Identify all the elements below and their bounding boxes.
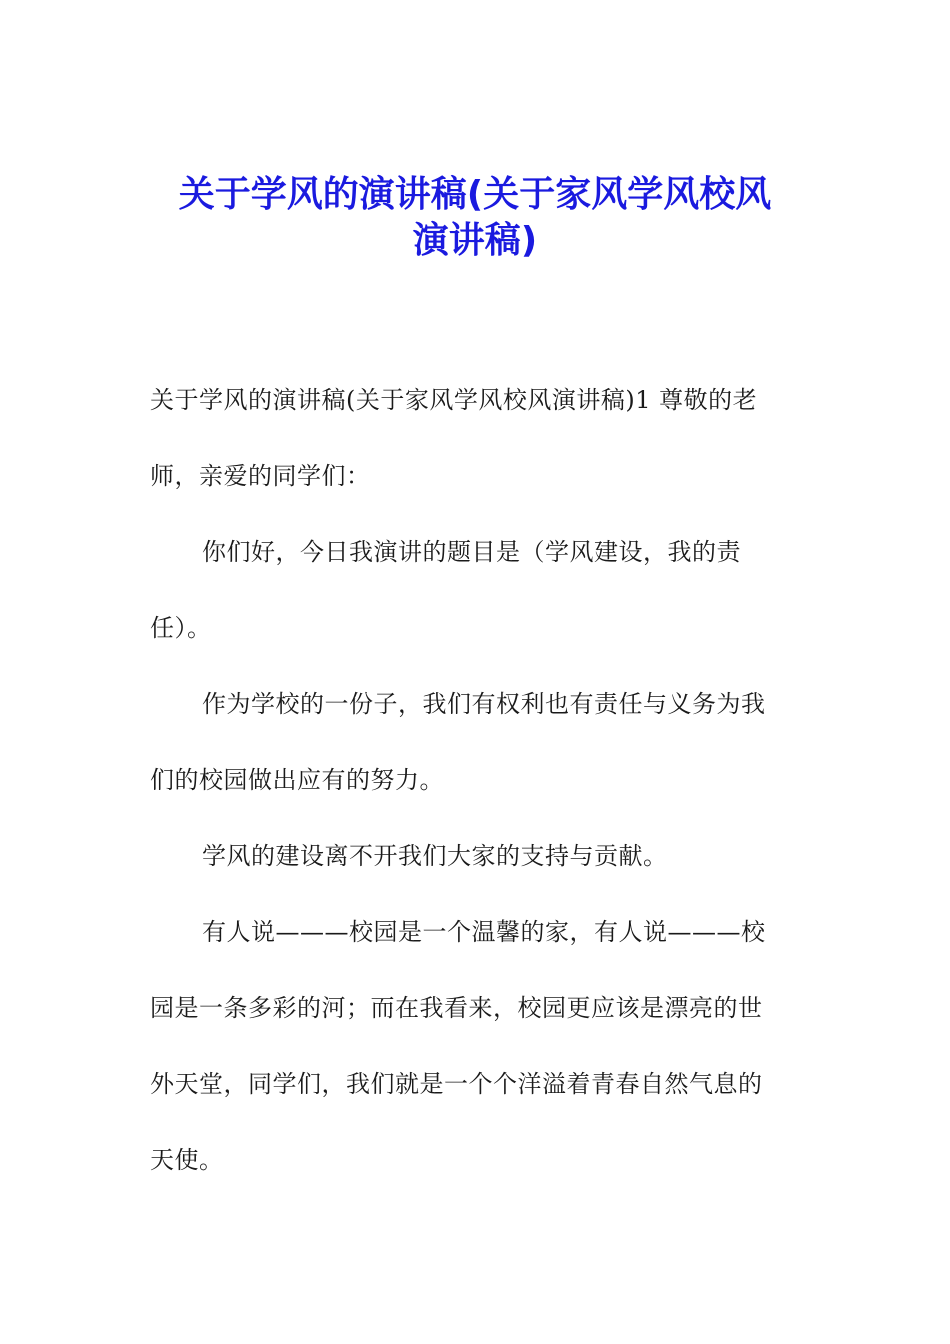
body-line-9: 园是一条多彩的河；而在我看来，校园更应该是漂亮的世 bbox=[150, 994, 763, 1022]
body-line-7: 学风的建设离不开我们大家的支持与贡献。 bbox=[202, 842, 668, 870]
document-title bbox=[150, 172, 800, 264]
body-line-6: 们的校园做出应有的努力。 bbox=[150, 766, 444, 794]
body-line-10: 外天堂，同学们，我们就是一个个洋溢着青春自然气息的 bbox=[150, 1070, 763, 1098]
body-line-2: 师，亲爱的同学们： bbox=[150, 462, 371, 490]
title-line-2: 演讲稿) bbox=[412, 220, 538, 261]
body-line-8: 有人说———校园是一个温馨的家，有人说———校 bbox=[202, 918, 766, 946]
body-line-1: 关于学风的演讲稿(关于家风学风校风演讲稿)1 尊敬的老 bbox=[150, 386, 758, 414]
body-line-11: 天使。 bbox=[150, 1146, 224, 1174]
body-line-5: 作为学校的一份子，我们有权利也有责任与义务为我 bbox=[202, 690, 766, 718]
document-body bbox=[150, 380, 800, 1216]
title-line-1: 关于学风的演讲稿(关于家风学风校风 bbox=[178, 174, 772, 215]
body-line-3: 你们好，今日我演讲的题目是（学风建设，我的责 bbox=[202, 538, 741, 566]
body-line-4: 任）。 bbox=[150, 614, 212, 642]
